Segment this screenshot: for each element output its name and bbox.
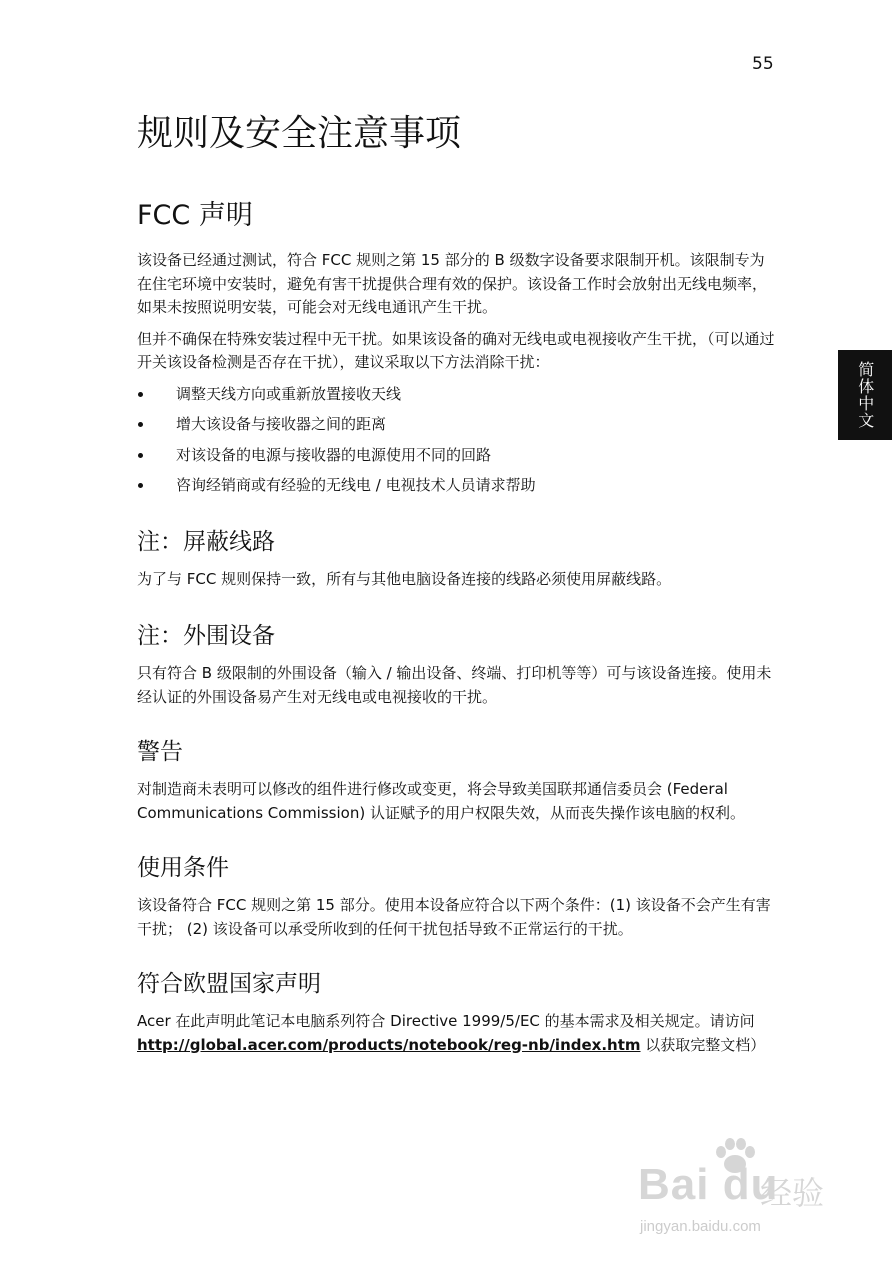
- page-number: 55: [752, 54, 774, 74]
- bullet-icon: [138, 422, 143, 427]
- eu-paragraph: Acer 在此声明此笔记本电脑系列符合 Directive 1999/5/EC 的基本需求及相关规定。请访问 http://global.acer.com/products/notebook/reg-nb/index.htm 以获取完整文档）: [137, 1012, 766, 1054]
- conditions-paragraph: 该设备符合 FCC 规则之第 15 部分。使用本设备应符合以下两个条件：(1) 该设备不会产生有害干扰； (2) 该设备可以承受所收到的任何干扰包括导致不正常运行的干扰。: [137, 896, 771, 938]
- fcc-paragraph-2: 但并不确保在特殊安装过程中无干扰。如果该设备的确对无线电或电视接收产生干扰，（可以通过开关该设备检测是否存在干扰），建议采取以下方法消除干扰：: [137, 329, 775, 371]
- bullet-icon: [138, 392, 143, 397]
- bullet-icon: [138, 483, 143, 488]
- eu-doc-link[interactable]: http://global.acer.com/products/notebook/reg-nb/index.htm: [137, 1035, 641, 1054]
- baidu-watermark: [638, 1138, 868, 1248]
- page-title: 规则及安全注意事项: [137, 113, 462, 154]
- shielded-heading: 注：屏蔽线路: [137, 528, 275, 555]
- eu-heading: 符合欧盟国家声明: [137, 971, 321, 997]
- fcc-paragraph-1: 该设备已经通过测试，符合 FCC 规则之第 15 部分的 B 级数字设备要求限制开机。该限制专为在住宅环境中安装时，避免有害干扰提供合理有效的保护。该设备工作时会放射出无线电频率，如果未按照说明安装，可能会对无线电通讯产生干扰。: [137, 251, 768, 316]
- watermark-label: 经验: [760, 1174, 825, 1212]
- list-item: 对该设备的电源与接收器的电源使用不同的回路: [137, 444, 777, 468]
- document-body: [137, 108, 777, 1065]
- fcc-bullet-list: [137, 383, 777, 498]
- bullet-icon: [138, 453, 143, 458]
- conditions-heading: 使用条件: [137, 855, 229, 881]
- list-item: 调整天线方向或重新放置接收天线: [137, 383, 777, 407]
- shielded-paragraph: 为了与 FCC 规则保持一致，所有与其他电脑设备连接的线路必须使用屏蔽线路。: [137, 569, 672, 588]
- language-tab-label: 简体中文: [855, 361, 875, 429]
- list-item: 增大该设备与接收器之间的距离: [137, 413, 777, 437]
- warning-paragraph: 对制造商未表明可以修改的组件进行修改或变更，将会导致美国联邦通信委员会 (Federal Communications Commission) 认证赋予的用户权限失效，从而丧失操作该电脑的权利。: [137, 780, 745, 822]
- fcc-heading: FCC 声明: [137, 200, 253, 231]
- watermark-logo: Bai du: [638, 1160, 779, 1209]
- language-tab: [838, 350, 892, 440]
- warning-heading: 警告: [137, 739, 183, 765]
- peripheral-heading: 注：外围设备: [137, 623, 275, 649]
- list-item: 咨询经销商或有经验的无线电 / 电视技术人员请求帮助: [137, 474, 777, 498]
- watermark-url: jingyan.baidu.com: [640, 1218, 761, 1235]
- peripheral-paragraph: 只有符合 B 级限制的外围设备（输入 / 输出设备、终端、打印机等等）可与该设备连接。使用未经认证的外围设备易产生对无线电或电视接收的干扰。: [137, 664, 772, 706]
